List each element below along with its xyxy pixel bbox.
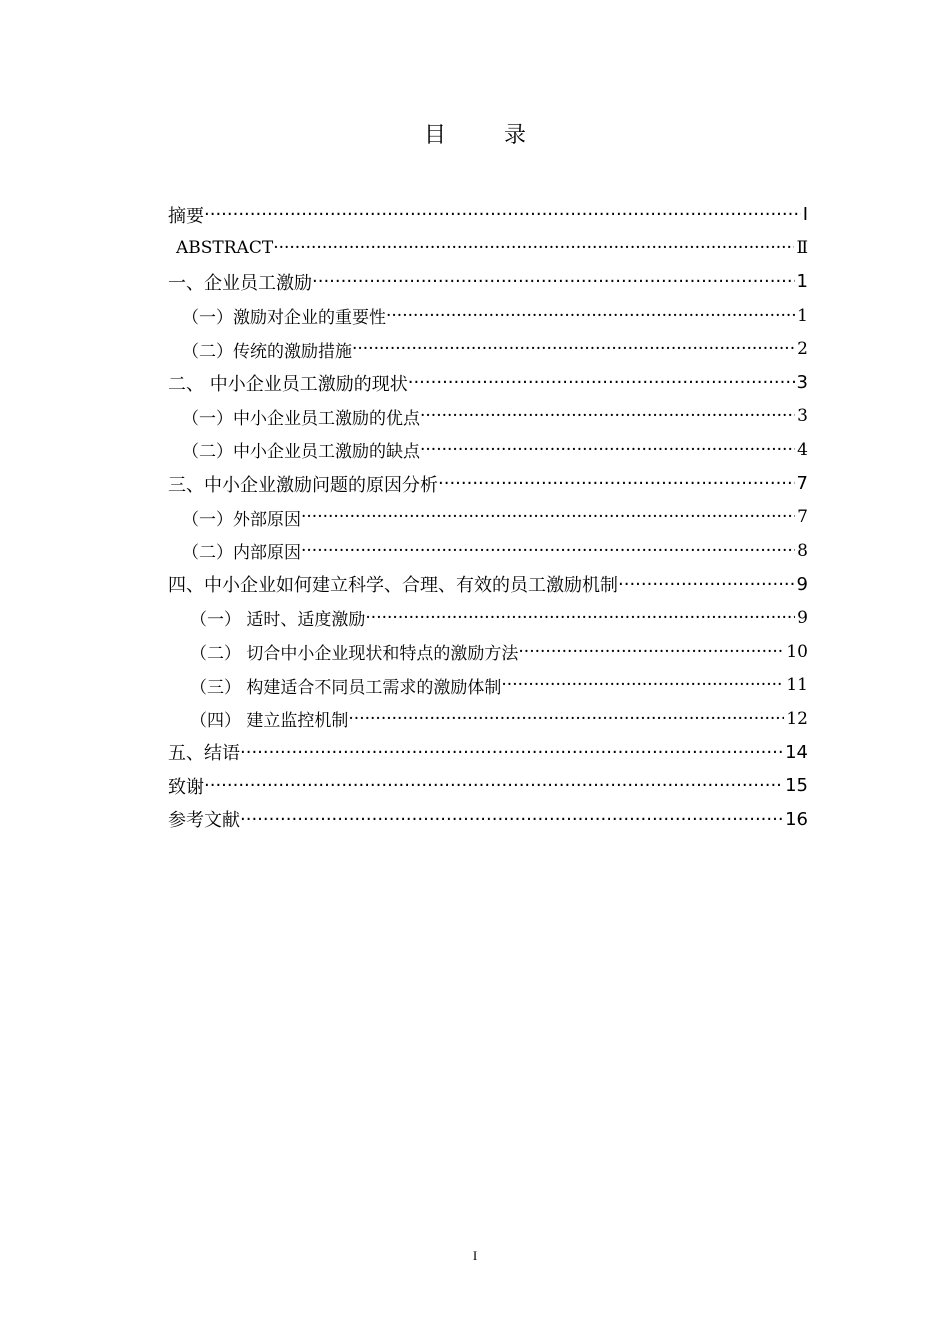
toc-leader-dots <box>240 742 783 763</box>
toc-leader-dots <box>386 306 795 326</box>
toc-leader-dots <box>501 675 784 695</box>
toc-entry-page: 14 <box>785 741 808 763</box>
toc-entry-page: Ⅰ <box>802 204 808 226</box>
table-of-contents <box>168 198 808 836</box>
toc-entry-label: 四、中小企业如何建立科学、合理、有效的员工激励机制 <box>168 575 618 597</box>
toc-entry-abstract-cn[interactable] <box>168 198 808 232</box>
toc-leader-dots <box>204 775 783 796</box>
toc-leader-dots <box>348 709 784 729</box>
toc-entry-page: 9 <box>797 607 808 628</box>
toc-entry-section-2-1[interactable] <box>168 400 808 434</box>
toc-entry-page: Ⅱ <box>796 238 808 259</box>
toc-entry-label: ABSTRACT <box>176 238 274 259</box>
toc-entry-label: （二）传统的激励措施 <box>182 341 352 362</box>
toc-entry-label: 一、企业员工激励 <box>168 272 312 294</box>
toc-entry-page: 16 <box>785 808 808 830</box>
toc-entry-page: 10 <box>786 641 808 662</box>
toc-leader-dots <box>301 507 795 527</box>
toc-entry-label: 二、 中小企业员工激励的现状 <box>168 373 408 395</box>
toc-leader-dots <box>420 440 795 460</box>
toc-entry-page: 4 <box>797 439 808 460</box>
toc-entry-chapter-1[interactable] <box>168 265 808 299</box>
toc-entry-section-1-1[interactable] <box>168 299 808 333</box>
toc-leader-dots <box>518 642 784 662</box>
toc-entry-section-2-2[interactable] <box>168 433 808 467</box>
toc-entry-label: 摘要 <box>168 205 204 227</box>
toc-entry-chapter-4[interactable] <box>168 568 808 602</box>
toc-entry-label: （二）中小企业员工激励的缺点 <box>182 442 420 463</box>
toc-entry-label: 三、中小企业激励问题的原因分析 <box>168 474 438 496</box>
toc-entry-chapter-5[interactable] <box>168 736 808 770</box>
toc-entry-section-1-2[interactable] <box>168 332 808 366</box>
toc-leader-dots <box>312 271 795 292</box>
toc-entry-label: （一）激励对企业的重要性 <box>182 308 386 329</box>
toc-leader-dots <box>408 372 795 393</box>
toc-entry-label: （一）外部原因 <box>182 509 301 530</box>
toc-entry-chapter-2[interactable] <box>168 366 808 400</box>
toc-entry-label: （四） 建立监控机制 <box>190 711 349 732</box>
toc-entry-page: 9 <box>796 573 808 595</box>
page-title: 目 录 <box>423 123 544 148</box>
toc-leader-dots <box>438 473 795 494</box>
toc-entry-label: 参考文献 <box>168 810 240 832</box>
toc-entry-page: 3 <box>797 406 808 427</box>
toc-leader-dots <box>301 541 795 561</box>
toc-entry-page: 8 <box>797 540 808 561</box>
toc-entry-section-3-1[interactable] <box>168 500 808 534</box>
toc-leader-dots <box>204 204 801 225</box>
toc-entry-page: 3 <box>796 372 808 394</box>
toc-leader-dots <box>352 339 795 359</box>
toc-entry-page: 7 <box>796 473 808 495</box>
toc-entry-label: 致谢 <box>168 776 204 798</box>
toc-entry-page: 1 <box>797 305 808 326</box>
toc-leader-dots <box>273 238 794 258</box>
toc-entry-page: 7 <box>797 507 808 528</box>
toc-entry-chapter-3[interactable] <box>168 467 808 501</box>
toc-entry-page: 1 <box>796 271 808 293</box>
toc-entry-section-4-3[interactable] <box>168 668 808 702</box>
toc-leader-dots <box>420 406 795 426</box>
toc-entry-section-4-1[interactable] <box>168 601 808 635</box>
toc-leader-dots <box>240 809 783 830</box>
toc-entry-label: 五、结语 <box>168 743 240 765</box>
toc-entry-page: 2 <box>797 339 808 360</box>
toc-entry-label: （二）内部原因 <box>182 543 301 564</box>
toc-entry-section-4-4[interactable] <box>168 702 808 736</box>
toc-entry-acknowledgements[interactable] <box>168 769 808 803</box>
footer-page-number: I <box>472 1248 478 1263</box>
toc-entry-page: 11 <box>786 675 808 696</box>
toc-entry-abstract-en[interactable] <box>168 232 808 266</box>
toc-entry-references[interactable] <box>168 803 808 837</box>
toc-entry-label: （一） 适时、适度激励 <box>190 610 366 631</box>
toc-entry-label: （一）中小企业员工激励的优点 <box>182 408 420 429</box>
toc-entry-page: 15 <box>785 775 808 797</box>
toc-entry-section-4-2[interactable] <box>168 635 808 669</box>
toc-entry-label: （三） 构建适合不同员工需求的激励体制 <box>190 677 502 698</box>
toc-leader-dots <box>365 608 795 628</box>
toc-entry-label: （二） 切合中小企业现状和特点的激励方法 <box>190 644 519 665</box>
toc-entry-section-3-2[interactable] <box>168 534 808 568</box>
toc-leader-dots <box>618 574 795 595</box>
toc-entry-page: 12 <box>786 708 808 729</box>
